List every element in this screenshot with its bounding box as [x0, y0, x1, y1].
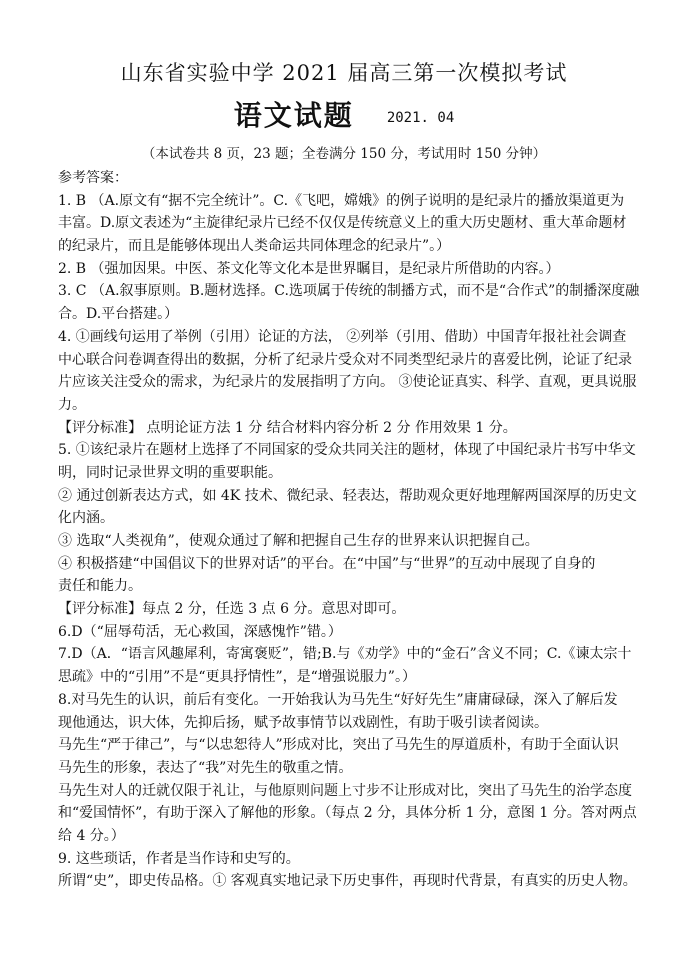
text-line: 【评分标准】 点明论证方法 1 分 结合材料内容分析 2 分 作用效果 1 分。 [58, 419, 517, 436]
text-line: 3. C （A.叙事原则。B.题材选择。C.选项属于传统的制播方式，而不是“合作式”的制播深度融 [58, 283, 640, 300]
text-line: 马先生对人的迁就仅限于礼让，与他原则问题上寸步不让形成对比，突出了马先生的治学态度 [58, 782, 632, 799]
text-line: 9. 这些琐话，作者是当作诗和史写的。 [58, 850, 300, 867]
text-line: 参考答案： [58, 170, 128, 186]
text-line: 8.对马先生的认识，前后有变化。一开始我认为马先生“好好先生”庸庸碌碌，深入了解后发 [58, 691, 618, 708]
text-line: 马先生“严于律己”，与“以忠恕待人”形成对比，突出了马先生的厚道质朴，有助于全面认识 [58, 737, 619, 754]
text-line: 所谓“史”，即史传品格。① 客观真实地记录下历史事件，再现时代背景，有真实的历史人物。 [58, 873, 637, 890]
text-line: 【评分标准】每点 2 分，任选 3 点 6 分。意思对即可。 [58, 601, 406, 618]
text-line: 责任和能力。 [58, 578, 142, 595]
text-line: 给 4 分。） [58, 827, 125, 844]
text-line: ② 通过创新表达方式，如 4K 技术、微纪录、轻表达，帮助观众更好地理解两国深厚的历史文 [58, 487, 637, 504]
text-line: 5. ①该纪录片在题材上选择了不同国家的受众共同关注的题材，体现了中国纪录片书写中华文 [58, 442, 636, 459]
exam-note: （本试卷共 8 页，23 题；全卷满分 150 分，考试用时 150 分钟） [141, 146, 547, 162]
text-line: 明，同时记录世界文明的重要职能。 [58, 464, 282, 481]
text-line: 化内涵。 [58, 510, 114, 527]
subject-row [0, 94, 688, 134]
text-line: 力。 [58, 396, 86, 413]
text-line: 马先生的形象，表达了“我”对先生的敬重之情。 [58, 759, 353, 776]
text-line: 1. B （A.原文有“据不完全统计”。C.《飞吧，嫦娥》的例子说明的是纪录片的播放渠道更为 [58, 192, 625, 209]
subject-title: 语文试题 [233, 99, 354, 132]
text-line: 思疏》中的“引用”不是“更具抒情性”，是“增强说服力”。） [58, 669, 416, 686]
text-line: 片应该关注受众的需求，为纪录片的发展指明了方向。 ③使论证真实、科学、直观，更具说服 [58, 374, 637, 391]
answer-content [58, 167, 644, 893]
text-line: 的纪录片，而且是能够体现出人类命运共同体理念的纪录片”。） [58, 238, 451, 255]
text-line: 现他通达，识大体，先抑后扬，赋予故事情节以戏剧性，有助于吸引读者阅读。 [58, 714, 548, 731]
text-line: 7.D（A．“语言风趣犀利，寄寓褒贬”，错;B.与《劝学》中的“金石”含义不同；C.《谏太宗十 [58, 646, 632, 663]
school-exam-title: 山东省实验中学 2021 届高三第一次模拟考试 [120, 61, 568, 85]
text-line: 和“爱国情怀”，有助于深入了解他的形象。（每点 2 分，具体分析 1 分，意图 1 分。答对两点 [58, 805, 637, 822]
text-line: 6.D（“屈辱苟活，无心救国，深感愧怍”错。） [58, 623, 342, 640]
text-line: 2. B （强加因果。中医、茶文化等文化本是世界瞩目，是纪录片所借助的内容。） [58, 260, 560, 277]
text-line: 丰富。D.原文表述为“主旋律纪录片已经不仅仅是传统意义上的重大历史题材、重大革命题材 [58, 215, 627, 232]
text-line: 中心联合问卷调查得出的数据，分析了纪录片受众对不同类型纪录片的喜爱比例，论证了纪录 [58, 351, 632, 368]
exam-date: 2021. 04 [386, 110, 455, 126]
text-line: ③ 选取“人类视角”，使观众通过了解和把握自己生存的世界来认识把握自己。 [58, 533, 539, 549]
text-line: ④ 积极搭建“中国倡议下的世界对话”的平台。在“中国”与“世界”的互动中展现了自身的 [58, 555, 596, 572]
text-line: 合。D.平台搭建。） [58, 306, 179, 323]
text-line: 4. ①画线句运用了举例（引用）论证的方法， ②列举（引用、借助）中国青年报社社会调查 [58, 328, 627, 345]
